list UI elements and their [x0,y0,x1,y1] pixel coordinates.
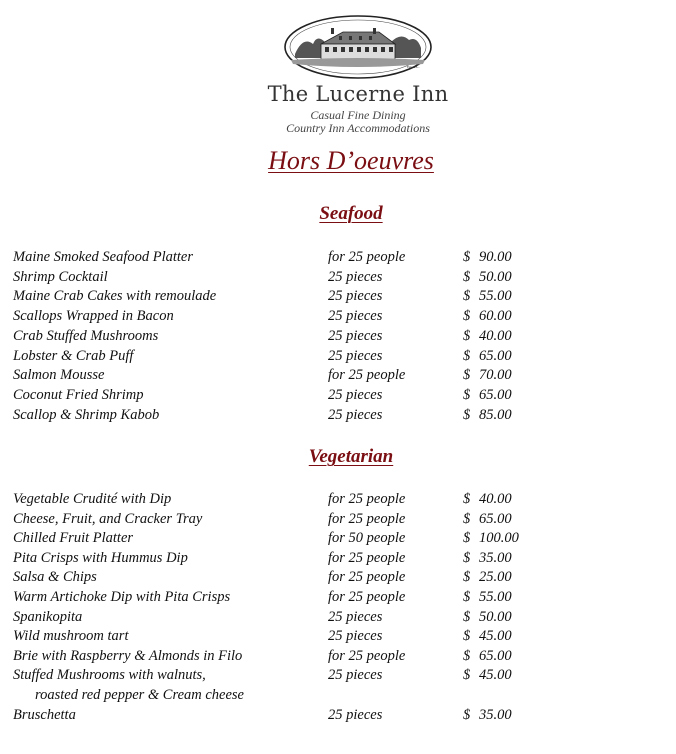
item-quantity: for 25 people [328,367,406,384]
item-quantity: for 25 people [328,589,406,605]
item-name: Pita Crisps with Hummus Dip [13,549,188,566]
currency-symbol: $ [463,510,471,527]
item-price: 55.00 [479,589,512,605]
section-heading-seafood: Seafood [319,203,383,224]
section-heading-vegetarian: Vegetarian [308,446,394,467]
menu-title: Hors D’oeuvres [268,146,434,175]
item-name: Scallops Wrapped in Bacon [13,308,174,325]
item-price: 60.00 [479,308,512,325]
item-price: 25.00 [479,569,512,586]
item-quantity: 25 pieces [328,308,383,325]
item-name: Scallop & Shrimp Kabob [13,406,160,423]
menu-item-row [13,626,673,646]
menu-item-row [13,346,673,366]
item-price: 90.00 [479,249,512,265]
item-quantity: for 25 people [328,569,406,586]
item-name: Coconut Fried Shrimp [13,386,144,403]
menu-item-row [13,385,673,405]
item-price: 55.00 [479,288,512,305]
item-name: Vegetable Crudité with Dip [13,491,172,507]
item-price: 50.00 [479,608,512,625]
inn-logo-icon [283,14,433,80]
menu-item-row [13,306,673,326]
currency-symbol: $ [463,249,471,265]
item-quantity: 25 pieces [328,386,383,403]
menu-item-row-continued [13,685,673,705]
item-quantity: for 25 people [328,491,406,507]
currency-symbol: $ [463,628,471,645]
item-name: Salsa & Chips [13,569,97,586]
item-price: 45.00 [479,667,512,684]
currency-symbol: $ [463,491,471,507]
item-quantity: 25 pieces [328,327,383,344]
currency-symbol: $ [463,367,471,384]
currency-symbol: $ [463,608,471,625]
item-name: Lobster & Crab Puff [13,347,134,364]
logo-fine-text: Est. 18-- [407,65,420,69]
currency-symbol: $ [463,706,471,723]
currency-symbol: $ [463,327,471,344]
item-name: Bruschetta [13,706,76,723]
item-name: Maine Smoked Seafood Platter [13,249,193,265]
item-price: 100.00 [479,530,519,547]
item-price: 35.00 [479,706,512,723]
item-price: 45.00 [479,628,512,645]
currency-symbol: $ [463,347,471,364]
item-price: 35.00 [479,549,512,566]
item-quantity: 25 pieces [328,706,383,723]
menu-item-row [13,587,673,607]
item-price: 40.00 [479,327,512,344]
currency-symbol: $ [463,549,471,566]
item-name: Spanikopita [13,608,83,625]
menu-item-row [13,405,673,425]
item-price: 65.00 [479,347,512,364]
item-quantity: for 25 people [328,647,406,664]
currency-symbol: $ [463,308,471,325]
item-quantity: 25 pieces [328,628,383,645]
item-name: Salmon Mousse [13,367,105,384]
item-price: 65.00 [479,647,512,664]
currency-symbol: $ [463,647,471,664]
item-quantity: 25 pieces [328,347,383,364]
menu-item-row [13,567,673,587]
item-quantity: for 25 people [328,510,406,527]
item-price: 65.00 [479,386,512,403]
menu-item-row [13,705,673,725]
menu-item-row [13,365,673,385]
menu-item-row [13,509,673,529]
item-quantity: for 25 people [328,549,406,566]
item-name-continued: roasted red pepper & Cream cheese [35,687,244,703]
currency-symbol: $ [463,569,471,586]
item-quantity: 25 pieces [328,608,383,625]
menu-item-row [13,286,673,306]
item-name: Brie with Raspberry & Almonds in Filo [13,647,243,664]
menu-item-row [13,489,673,509]
item-quantity: for 25 people [328,249,406,265]
menu-item-row [13,247,673,267]
menu-item-row [13,267,673,287]
inn-name: The Lucerne Inn [267,82,449,106]
item-name: Maine Crab Cakes with remoulade [13,288,217,305]
item-price: 65.00 [479,510,512,527]
item-name: Cheese, Fruit, and Cracker Tray [13,510,203,527]
tagline-dining: Casual Fine Dining [310,108,406,122]
item-name: Shrimp Cocktail [13,268,108,285]
currency-symbol: $ [463,530,471,547]
tagline-accommodations: Country Inn Accommodations [286,121,430,135]
item-quantity: 25 pieces [328,288,383,305]
item-price: 70.00 [479,367,512,384]
currency-symbol: $ [463,667,471,684]
item-name: Warm Artichoke Dip with Pita Crisps [13,589,231,605]
currency-symbol: $ [463,288,471,305]
item-name: Chilled Fruit Platter [13,530,134,547]
item-price: 40.00 [479,491,512,507]
menu-item-row [13,548,673,568]
item-name: Stuffed Mushrooms with walnuts, [13,667,206,684]
item-name: Crab Stuffed Mushrooms [13,327,159,344]
menu-item-row [13,607,673,627]
menu-item-row [13,326,673,346]
item-price: 50.00 [479,268,512,285]
item-quantity: 25 pieces [328,268,383,285]
currency-symbol: $ [463,268,471,285]
item-quantity: 25 pieces [328,667,383,684]
menu-item-row [13,528,673,548]
currency-symbol: $ [463,406,471,423]
item-quantity: 25 pieces [328,406,383,423]
menu-item-row [13,646,673,666]
item-quantity: for 50 people [328,530,406,547]
currency-symbol: $ [463,386,471,403]
item-price: 85.00 [479,406,512,423]
currency-symbol: $ [463,589,471,605]
item-name: Wild mushroom tart [13,628,129,645]
menu-item-row [13,665,673,685]
